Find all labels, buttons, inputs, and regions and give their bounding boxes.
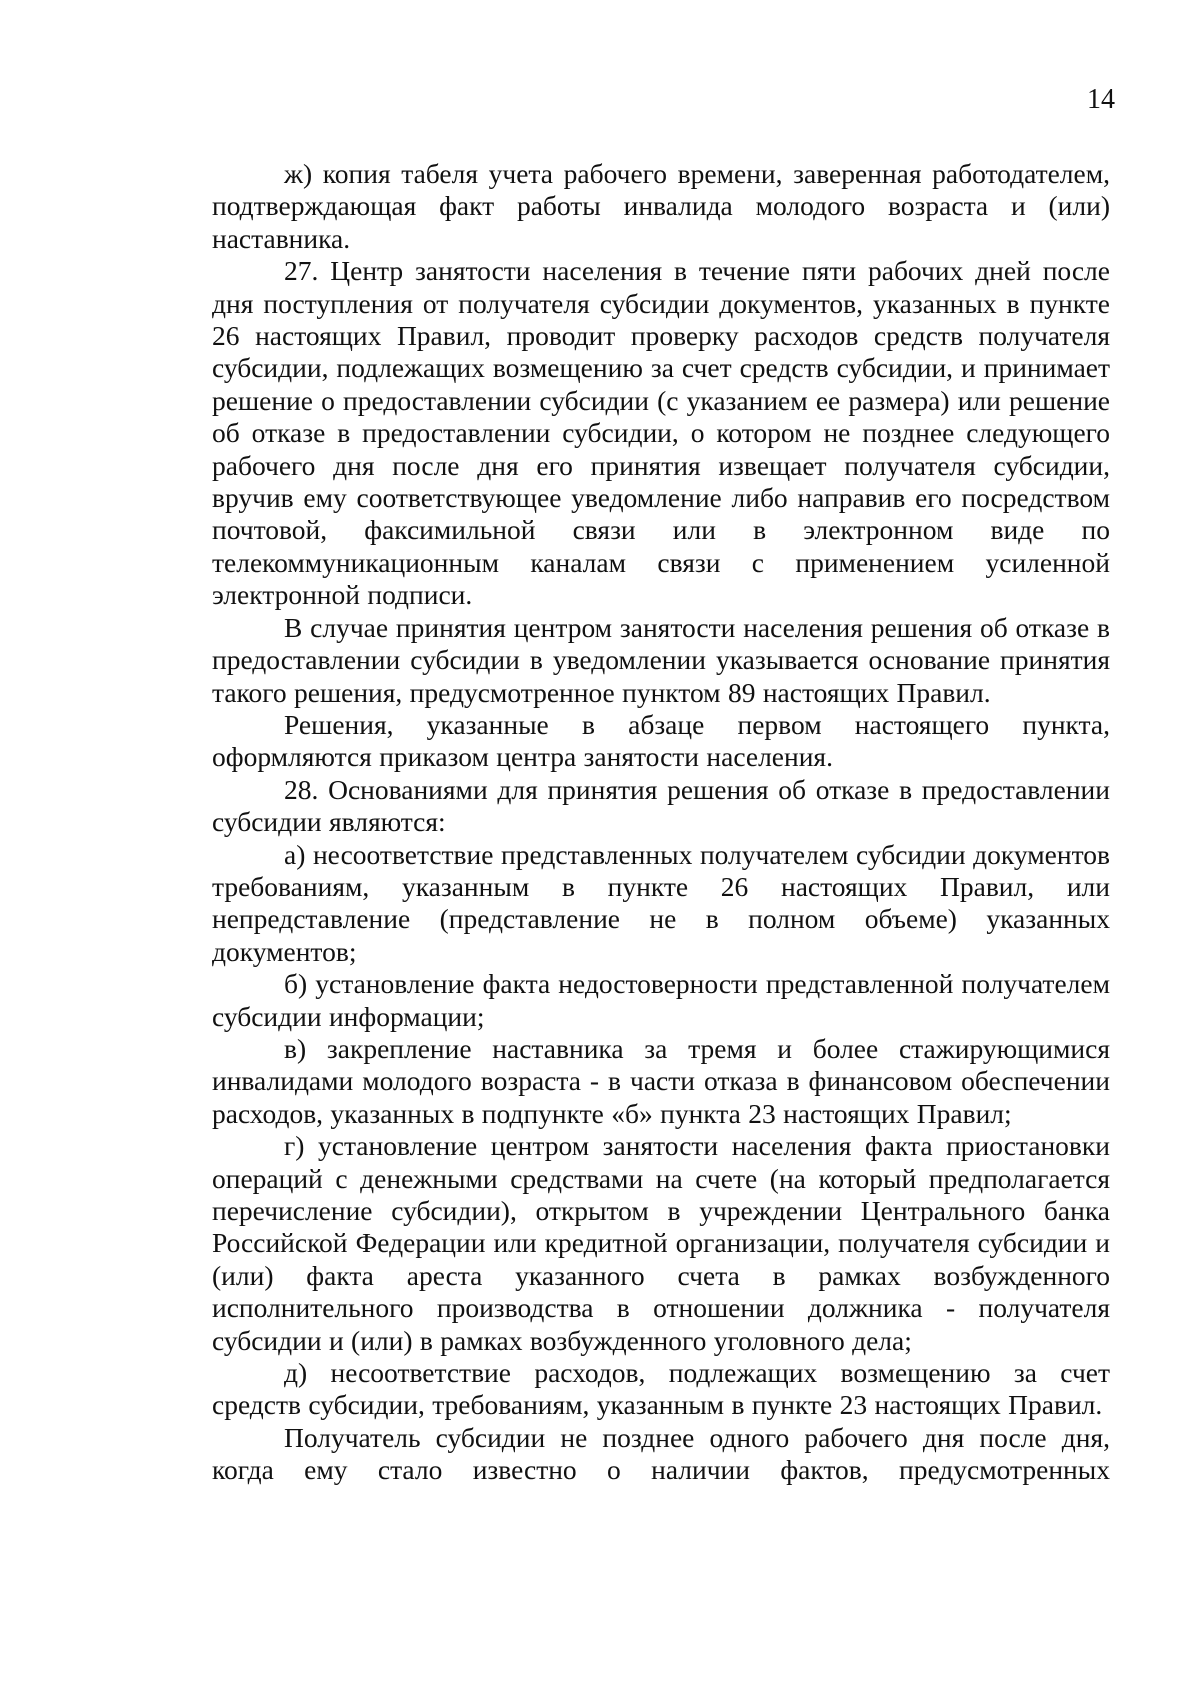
paragraph-28: 28. Основаниями для принятия решения об отказе в предоставлении субсидии являются: — [212, 773, 1110, 838]
paragraph-item-g: г) установление центром занятости населения факта приостановки операций с денежными средствами на счете (на который предполагается перечисление субсидии), открытом в учреждении Центрального банка Российской Федерации или кредитной организации, получателя субсидии и (или) факта ареста указанного счета в рамках возбужденного исполнительного производства в отношении должника - получателя субсидии и (или) в рамках возбужденного уголовного дела; — [212, 1130, 1110, 1356]
paragraph-refusal-notice: В случае принятия центром занятости населения решения об отказе в предоставлении субсидии в уведомлении указывается основание принятия такого решения, предусмотренное пунктом 89 настоящих Правил. — [212, 611, 1110, 708]
paragraph-item-b: б) установление факта недостоверности представленной получателем субсидии информации; — [212, 968, 1110, 1032]
paragraph-27: 27. Центр занятости населения в течение пяти рабочих дней после дня поступления от получателя субсидии документов, указанных в пункте 26 настоящих Правил, проводит проверку расходов средств получателя субсидии, подлежащих возмещению за счет средств субсидии, и принимает решение о предоставлении субсидии (с указанием ее размера) или решение об отказе в предоставлении субсидии, о котором не позднее следующего рабочего дня после дня его принятия извещает получателя субсидии, вручив ему соответствующее уведомление либо направив его посредством почтовой, факсимильной связи или в электронном виде по телекоммуникационным каналам связи с применением усиленной электронной подписи. — [212, 255, 1110, 611]
paragraph-item-a: а) несоответствие представленных получателем субсидии документов требованиям, указанным в пункте 26 настоящих Правил, или непредставление (представление не в полном объеме) указанных документов; — [212, 838, 1110, 967]
page-number: 14 — [1087, 84, 1115, 115]
paragraph-item-v: в) закрепление наставника за тремя и более стажирующимися инвалидами молодого возраста - в части отказа в финансовом обеспечении расходов, указанных в подпункте «б» пункта 23 настоящих Правил; — [212, 1032, 1110, 1129]
paragraph-recipient-obligation: Получатель субсидии не позднее одного рабочего дня после дня, когда ему стало известно о наличии фактов, предусмотренных — [212, 1421, 1110, 1486]
paragraph-item-d: д) несоответствие расходов, подлежащих возмещению за счет средств субсидии, требованиям, указанным в пункте 23 настоящих Правил. — [212, 1357, 1110, 1421]
paragraph-item-zh: ж) копия табеля учета рабочего времени, заверенная работодателем, подтверждающая факт работы инвалида молодого возраста и (или) наставника. — [212, 158, 1110, 254]
document-body — [212, 158, 1110, 1487]
paragraph-decisions-order: Решения, указанные в абзаце первом настоящего пункта, оформляются приказом центра занятости населения. — [212, 708, 1110, 773]
